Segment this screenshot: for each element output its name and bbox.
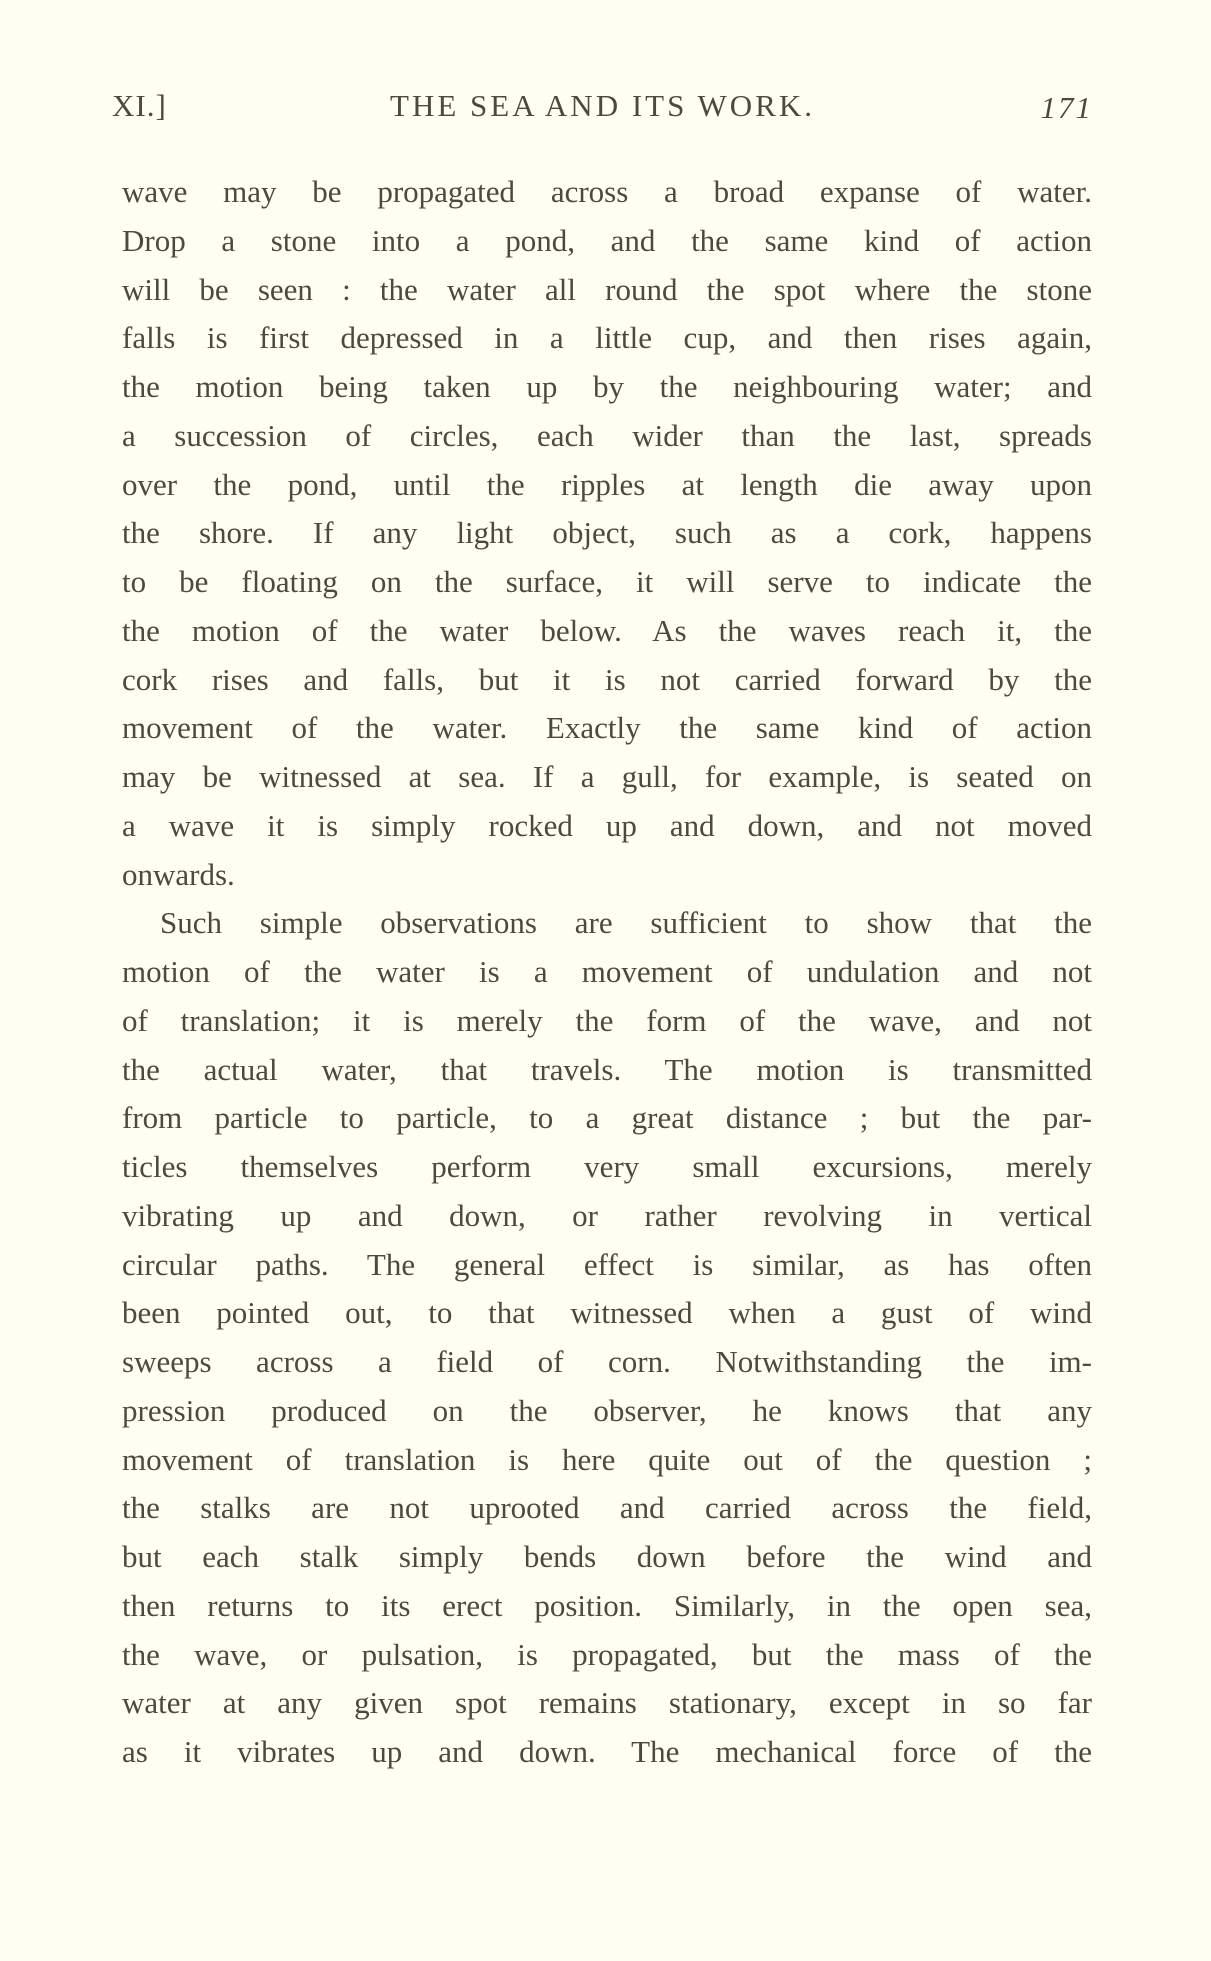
text-line: sweeps across a field of corn. Notwithstanding the im- [122,1344,1092,1379]
page-number: 171 [1040,90,1093,125]
text-line: from particle to particle, to a great distance ; but the par- [122,1100,1092,1136]
text-line: as it vibrates up and down. The mechanical force of the [122,1734,1092,1769]
text-line: of translation; it is merely the form of the wave, and not [122,1002,1092,1038]
text-line: Such simple observations are sufficient to show that the [160,905,1092,941]
text-line: movement of the water. Exactly the same kind of action [122,710,1092,746]
text-line: cork rises and falls, but it is not carried forward by the [122,661,1092,697]
text-line: may be witnessed at sea. If a gull, for example, is seated on [122,759,1092,794]
text-line: then returns to its erect position. Similarly, in the open sea, [122,1587,1092,1623]
running-header [112,88,1093,128]
text-line: will be seen : the water all round the spot where the stone [122,271,1092,307]
text-line: motion of the water is a movement of undulation and not [122,954,1092,989]
chapter-number: XI.] [112,88,167,123]
text-line: the motion of the water below. As the waves reach it, the [122,612,1092,648]
text-line: been pointed out, to that witnessed when a gust of wind [122,1295,1092,1331]
text-line: the stalks are not uprooted and carried across the field, [122,1490,1092,1526]
text-line: pression produced on the observer, he knows that any [122,1392,1092,1428]
text-line: movement of translation is here quite out of the question ; [122,1441,1092,1477]
text-line: the shore. If any light object, such as a cork, happens [122,515,1092,551]
text-line: to be floating on the surface, it will serve to indicate the [122,564,1092,599]
running-title: THE SEA AND ITS WORK. [390,88,815,123]
text-line: circular paths. The general effect is similar, as has often [122,1246,1092,1282]
text-line: the wave, or pulsation, is propagated, but the mass of the [122,1636,1092,1672]
text-line: vibrating up and down, or rather revolving in vertical [122,1197,1092,1233]
text-line: the motion being taken up by the neighbouring water; and [122,369,1092,404]
text-line: a succession of circles, each wider than the last, spreads [122,417,1092,453]
text-line: water at any given spot remains stationary, except in so far [122,1685,1092,1721]
text-line: onwards. [122,856,235,892]
text-line: Drop a stone into a pond, and the same kind of action [122,222,1092,258]
text-line: over the pond, until the ripples at length die away upon [122,466,1092,502]
text-line: a wave it is simply rocked up and down, and not moved [122,807,1092,843]
text-line: wave may be propagated across a broad expanse of water. [122,174,1092,209]
text-line: ticles themselves perform very small excursions, merely [122,1149,1092,1184]
text-line: but each stalk simply bends down before the wind and [122,1539,1092,1574]
text-line: falls is first depressed in a little cup, and then rises again, [122,320,1092,356]
text-line: the actual water, that travels. The motion is transmitted [122,1051,1092,1087]
body-text [122,168,1092,1777]
